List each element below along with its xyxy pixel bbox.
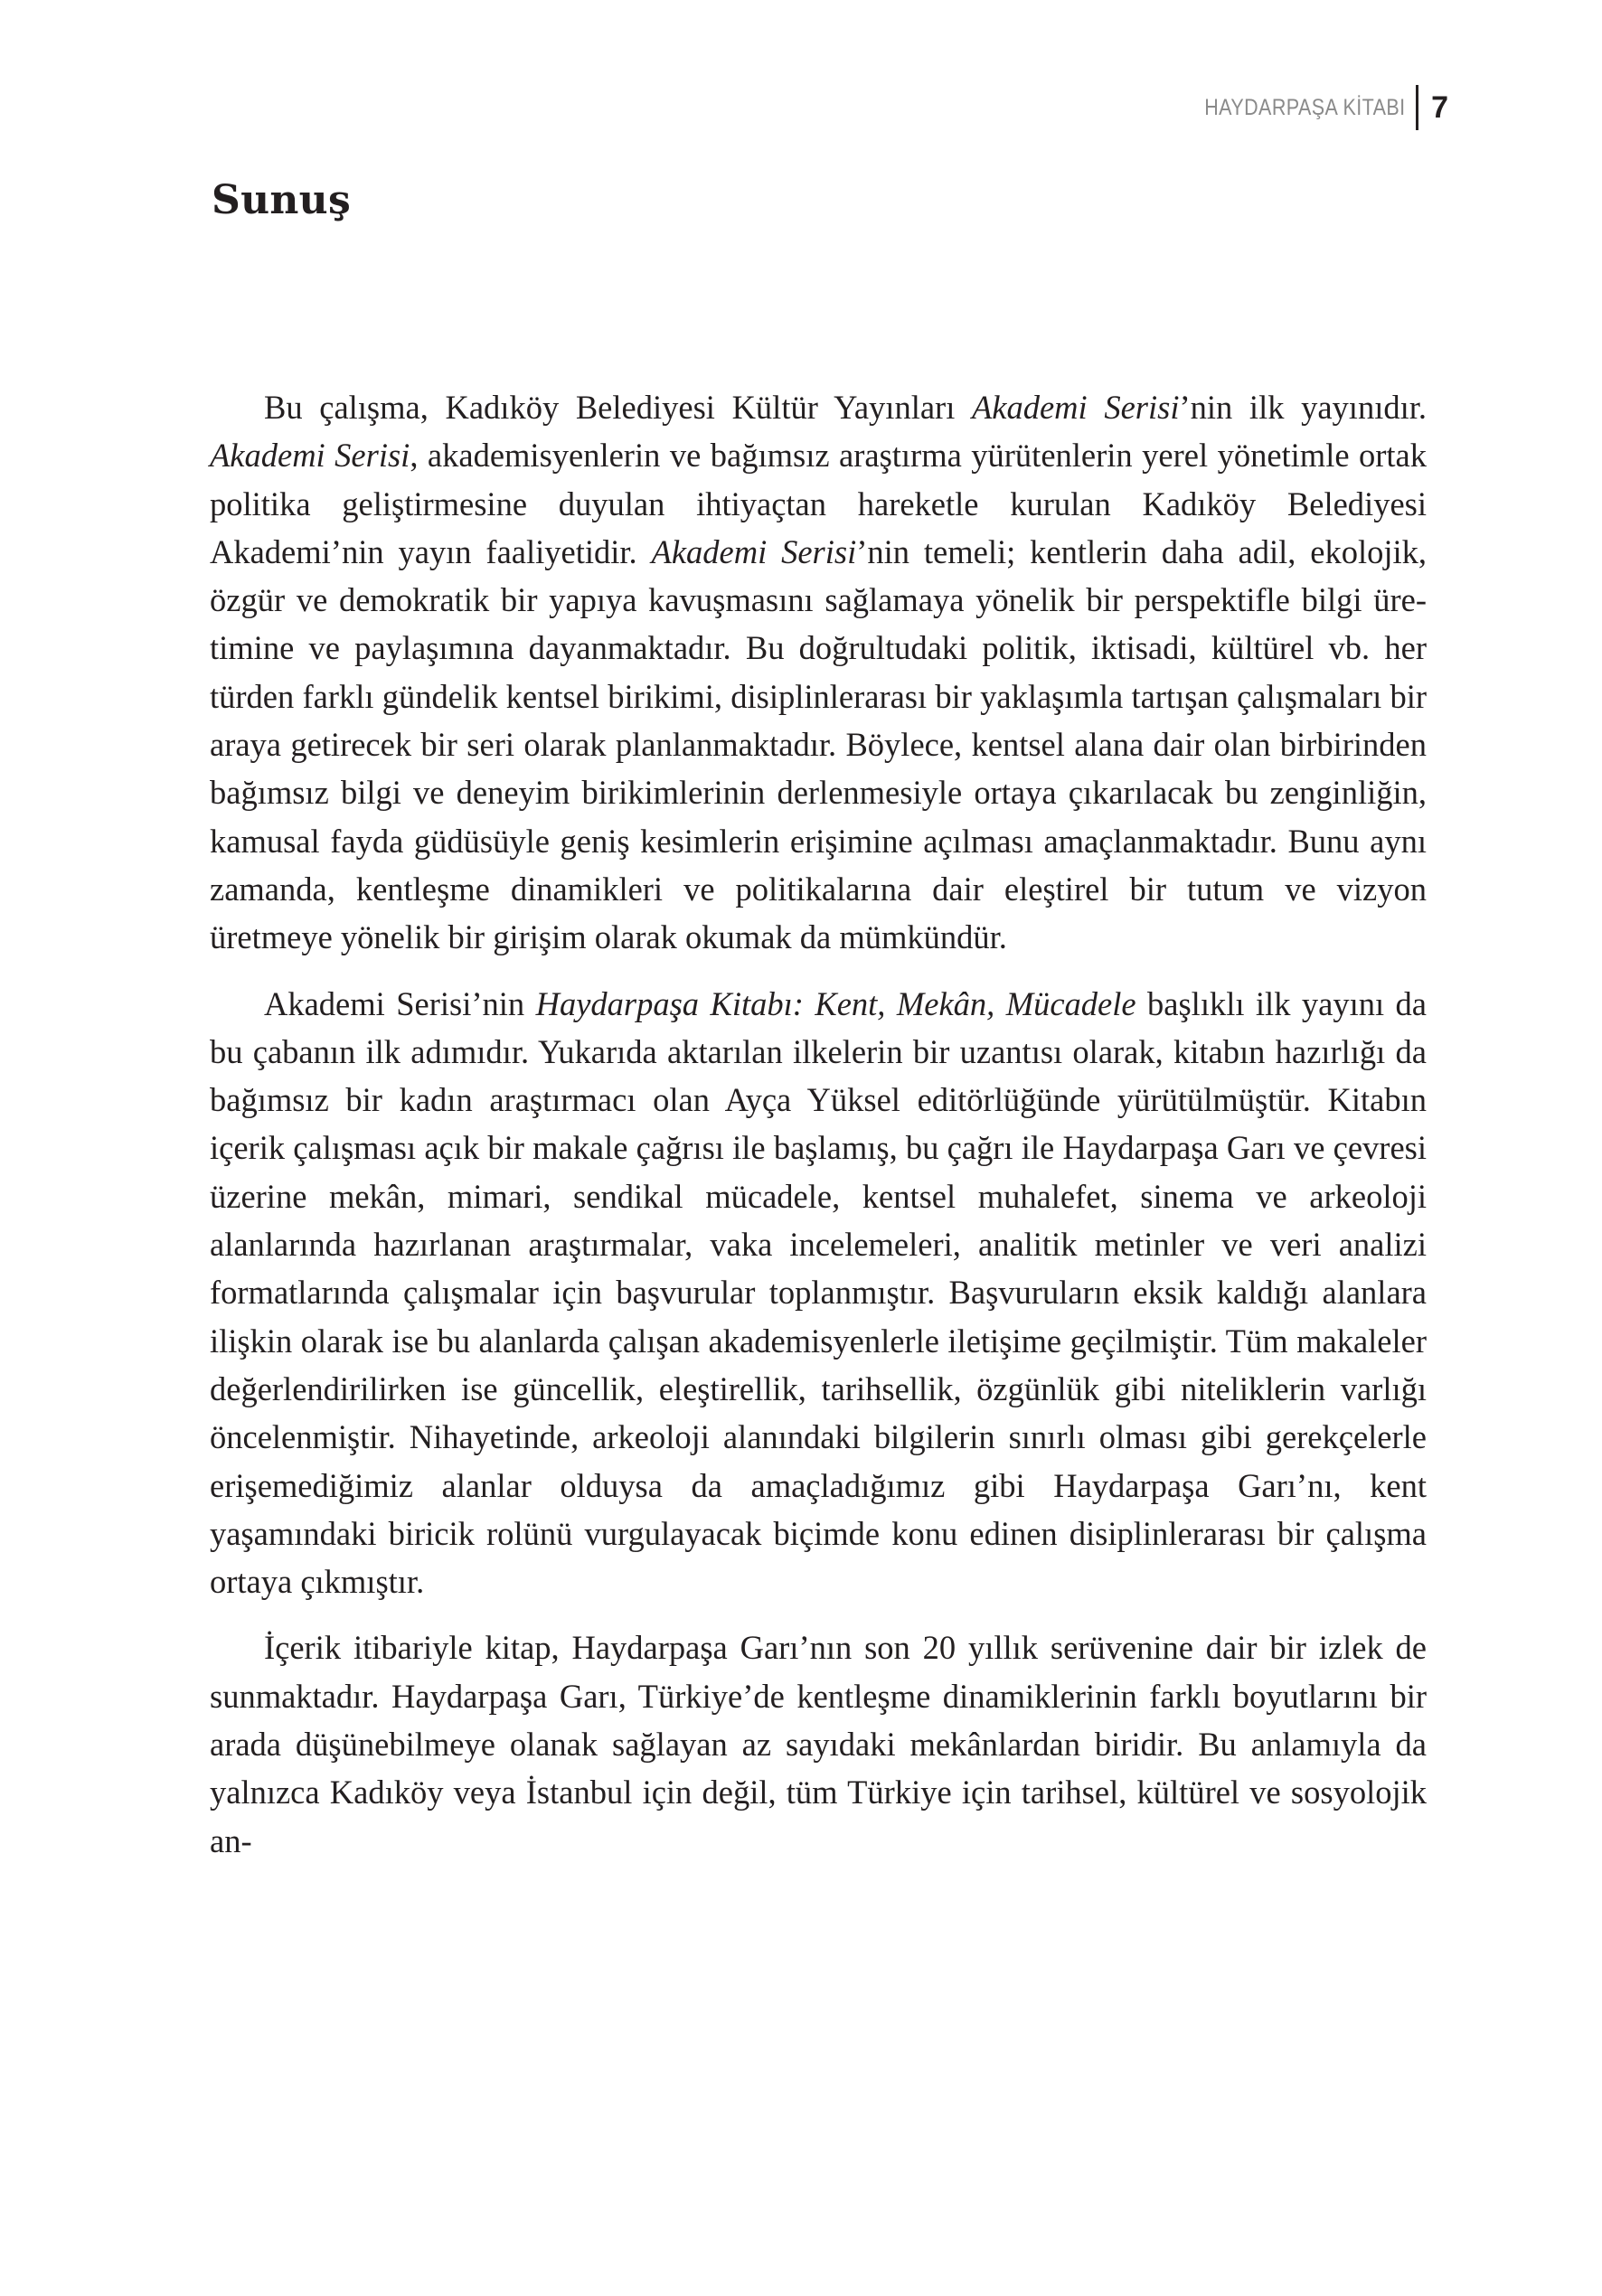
text-run: Akademi Serisi’nin: [264, 984, 536, 1022]
italic-text: Akademi Serisi: [210, 437, 410, 475]
header-divider: [1416, 85, 1418, 130]
italic-text: Akademi Serisi: [971, 389, 1180, 426]
text-run: ’nin ilk yayınıdır.: [1179, 389, 1427, 426]
text-run: ’nin temeli; kentlerin daha adil, ekolojik, özgür ve demokratik bir yapıya kavuşmasını sağlamaya yönelik bir perspektifle bilgi üretimine ve paylaşımına dayanmaktadır. Bu doğrultudaki politik, iktisadi, kültürel vb. her türden farklı gündelik kentsel birikimi, disiplinlerarası bir yaklaşımla tartışan çalışmaları bir araya getirecek bir seri olarak planlanmaktadır. Böylece, kentsel alana dair olan birbirinden bağımsız bilgi ve deneyim birikimlerinin derlenmesiyle ortaya çıkarılacak bu zenginliğin, kamusal fayda güdüsüyle geniş kesimlerin erişimine açılması amaçlanmaktadır. Bunu aynı zamanda, kentleşme dinamikleri ve politikalarına dair eleştirel bir tutum ve vizyon üretmeye yönelik bir girişim olarak okumak da mümkündür.: [210, 532, 1428, 956]
running-title: HAYDARPAŞA KİTABI: [1203, 94, 1406, 120]
body-text: [210, 383, 1427, 1883]
paragraph: [210, 980, 1427, 1606]
page-number: 7: [1431, 90, 1448, 125]
italic-text: Haydarpaşa Kitabı: Kent, Mekân, Mücadele: [535, 984, 1136, 1022]
text-run: İçerik itibariyle kitap, Haydarpaşa Garı’nın son 20 yıllık serüvenine dair bir izlek de sunmaktadır. Haydarpaşa Garı, Türkiye’de kentleşme dinamiklerinin farklı boyutlarını bir arada düşünebilmeye olanak sağlayan az sayıdaki mekânlardan biridir. Bu anlamıyla da yalnızca Kadıköy veya İstanbul için değil, tüm Türkiye için tarihsel, kültürel ve sosyolojik an-: [210, 1629, 1427, 1859]
running-header: [1172, 83, 1449, 132]
paragraph: [210, 1623, 1427, 1864]
text-run: , akademisyenlerin ve bağımsız araştırma yürütenlerin yerel yönetimle ortak politika geliştirmesine duyulan ihtiyaçtan hareketle kurulan Kadıköy Belediyesi Akademi’nin yayın faaliyetidir.: [210, 437, 1428, 570]
text-run: başlıklı ilk yayını da bu çabanın ilk adımıdır. Yukarıda aktarılan ilkelerin bir uzantısı olarak, kitabın hazırlığı da bağımsız bir kadın araştırmacı olan Ayça Yüksel editörlüğünde yürütülmüştür. Kitabın içerik çalışması açık bir makale çağrısı ile başlamış, bu çağrı ile Haydarpaşa Garı ve çevresi üzerine mekân, mimari, sendikal mücadele, kentsel muhalefet, sinema ve arkeoloji alanlarında hazırlanan araştırmalar, vaka incelemeleri, analitik metinler ve veri analizi formatlarında çalışmalar için başvurular toplanmıştır. Başvuruların eksik kaldığı alanlara ilişkin olarak ise bu alanlarda çalışan akademisyenlerle iletişime geçilmiştir. Tüm makaleler değerlendirilirken ise güncellik, eleştirellik, tarihsellik, özgünlük gibi niteliklerin varlığı öncelenmiştir. Nihayetinde, arkeoloji alanındaki bilgilerin sınırlı olması gibi gerekçelerle erişemediğimiz alanlar olduysa da amaçladığımız gibi Haydarpaşa Garı’nı, kent yaşamındaki biricik rolünü vurgulayacak biçimde konu edinen disiplinlerarası bir çalışma ortaya çıkmıştır.: [210, 984, 1427, 1601]
section-title: Sunuş: [212, 177, 352, 223]
paragraph: [210, 383, 1427, 962]
italic-text: Akademi Serisi: [651, 532, 857, 570]
text-run: Bu çalışma, Kadıköy Belediyesi Kültür Yayınları: [264, 389, 972, 426]
